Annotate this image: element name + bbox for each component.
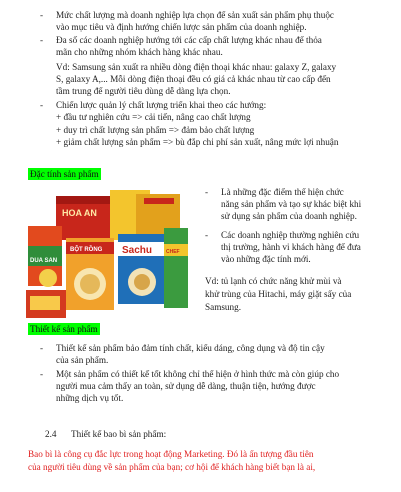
red-paragraph-line: Bao bì là công cụ đắc lực trong hoạt động Marketing. Đó là ấn tượng đầu tiên (28, 449, 314, 459)
heading-product-design: Thiết kế sản phẩm (30, 324, 98, 334)
bullet-text: Là những đặc điểm thể hiện chức (221, 187, 344, 197)
box-label: HOA AN (62, 208, 97, 218)
example-text: Vd: tủ lạnh có chức năng khử mùi và (205, 276, 342, 286)
box-label: CHEF (166, 249, 180, 255)
box-label: Sachu (122, 245, 153, 256)
strategy-item: + đầu tư nghiên cứu => cải tiến, nâng cao chất lượng (56, 112, 251, 122)
example-text: Samsung. (205, 302, 241, 312)
bullet-text: mãn cho những nhóm khách hàng khác nhau. (56, 47, 223, 57)
bullet-text: sử dụng sản phẩm của doanh nghiệp. (221, 211, 357, 221)
example-text: Vd: Samsung sản xuất ra nhiều dòng điện thoại khác nhau: galaxy Z, galaxy (56, 62, 337, 72)
bullet-text: Đa số các doanh nghiệp hướng tới các cấp chất lượng khác nhau để thỏa (56, 35, 322, 45)
bullet-text: Các doanh nghiệp thường nghiên cứu (221, 230, 360, 240)
red-paragraph-line: của người tiêu dùng về sản phẩm của bạn; cơ hội để khách hàng biết bạn là ai, (28, 462, 316, 472)
bullet-text: năng sản phẩm và tạo sự khác biệt khi (221, 199, 362, 209)
bullet-text: vào những đặc tính mới. (221, 254, 311, 264)
bullet-dash: - (40, 343, 44, 353)
bullet-text: Chiến lược quản lý chất lượng triển khai theo các hướng: (56, 100, 267, 110)
section-number: 2.4 (45, 429, 57, 439)
example-text: tầm trung để người tiêu dùng dễ dàng lựa chọn. (56, 86, 231, 96)
example-text: khử trùng của Hitachi, máy giặt sấy của (205, 289, 352, 299)
bullet-dash: - (40, 10, 44, 20)
bullet-text: Một sản phẩm có thiết kế tốt không chỉ thể hiện ở hình thức mà còn giúp cho (56, 369, 340, 379)
product-packaging-image (26, 186, 188, 318)
bullet-dash: - (40, 35, 44, 45)
bullet-dash: - (40, 100, 44, 110)
bullet-text: của sản phẩm. (56, 355, 109, 365)
bullet-dash: - (40, 369, 44, 379)
section-title: Thiết kế bao bì sản phẩm: (71, 429, 167, 439)
box-label: BỘT RỒNG (70, 247, 103, 253)
bullet-dash: - (205, 187, 209, 197)
bullet-text: vào mục tiêu và định hướng chiến lược sản phẩm của doanh nghiệp. (56, 22, 307, 32)
strategy-item: + duy trì chất lượng sản phẩm => đảm bảo chất lượng (56, 125, 255, 135)
example-text: S, galaxy A,... Mỗi dòng điện thoại đều có giá cả khác nhau từ cao cấp đến (56, 74, 331, 84)
bullet-text: thị trường, hành vi khách hàng để đưa (221, 242, 361, 252)
bullet-text: những dịch vụ tốt. (56, 393, 124, 403)
heading-product-features: Đặc tính sản phẩm (30, 169, 99, 179)
bullet-text: Mức chất lượng mà doanh nghiệp lựa chọn để sản xuất sản phẩm phụ thuộc (56, 10, 335, 20)
bullet-dash: - (205, 230, 209, 240)
bullet-text: Thiết kế sản phẩm bảo đảm tính chất, kiểu dáng, công dụng và độ tin cậy (56, 343, 325, 353)
bullet-text: người mua cảm thấy an toàn, sử dụng dễ dàng, thuận tiện, hướng được (56, 381, 316, 391)
strategy-item: + giảm chất lượng sản phẩm => bù đắp chi phí sản xuất, nâng mức lợi nhuận (56, 137, 339, 147)
box-label: DUA SAN (30, 258, 58, 264)
